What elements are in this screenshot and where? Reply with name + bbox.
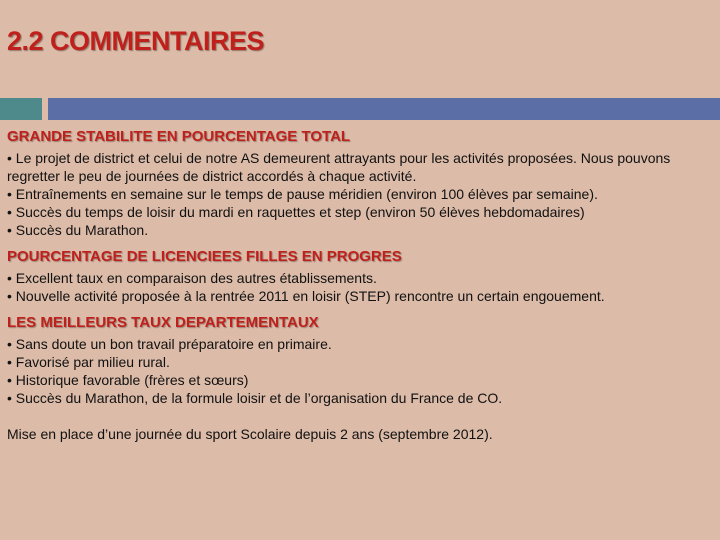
slide-title: 2.2 COMMENTAIRES <box>7 26 265 56</box>
bullet-line: • Excellent taux en comparaison des autres établissements. <box>7 270 377 286</box>
bullet-line: • Succès du Marathon. <box>7 222 149 238</box>
section-heading: POURCENTAGE DE LICENCIEES FILLES EN PROGRES <box>7 248 402 265</box>
bullet-line: • Succès du temps de loisir du mardi en raquettes et step (environ 50 élèves hebdomadaires) <box>7 204 585 220</box>
bullet-line: • Le projet de district et celui de notre AS demeurent attrayants pour les activités proposées. Nous pouvons regretter le peu de journées de district accordés à chaque activité. <box>7 150 671 184</box>
section-stabilite <box>7 128 713 239</box>
bullet-line: • Historique favorable (frères et sœurs) <box>7 372 249 388</box>
accent-bar-right <box>48 98 720 120</box>
section-filles <box>7 248 713 305</box>
bullet-line: • Favorisé par milieu rural. <box>7 354 170 370</box>
section-heading: LES MEILLEURS TAUX DEPARTEMENTAUX <box>7 314 319 331</box>
bullet-line: • Sans doute un bon travail préparatoire en primaire. <box>7 336 332 352</box>
accent-bar-left <box>0 98 42 120</box>
footer-note: Mise en place d’une journée du sport Scolaire depuis 2 ans (septembre 2012). <box>7 426 493 442</box>
bullet-line: • Entraînements en semaine sur le temps de pause méridien (environ 100 élèves par semaine). <box>7 186 598 202</box>
slide-content <box>7 128 713 443</box>
section-heading: GRANDE STABILITE EN POURCENTAGE TOTAL <box>7 128 351 145</box>
bullet-line: • Succès du Marathon, de la formule loisir et de l’organisation du France de CO. <box>7 390 503 406</box>
bullet-line: • Nouvelle activité proposée à la rentrée 2011 en loisir (STEP) rencontre un certain engouement. <box>7 288 605 304</box>
section-departementaux <box>7 314 713 407</box>
